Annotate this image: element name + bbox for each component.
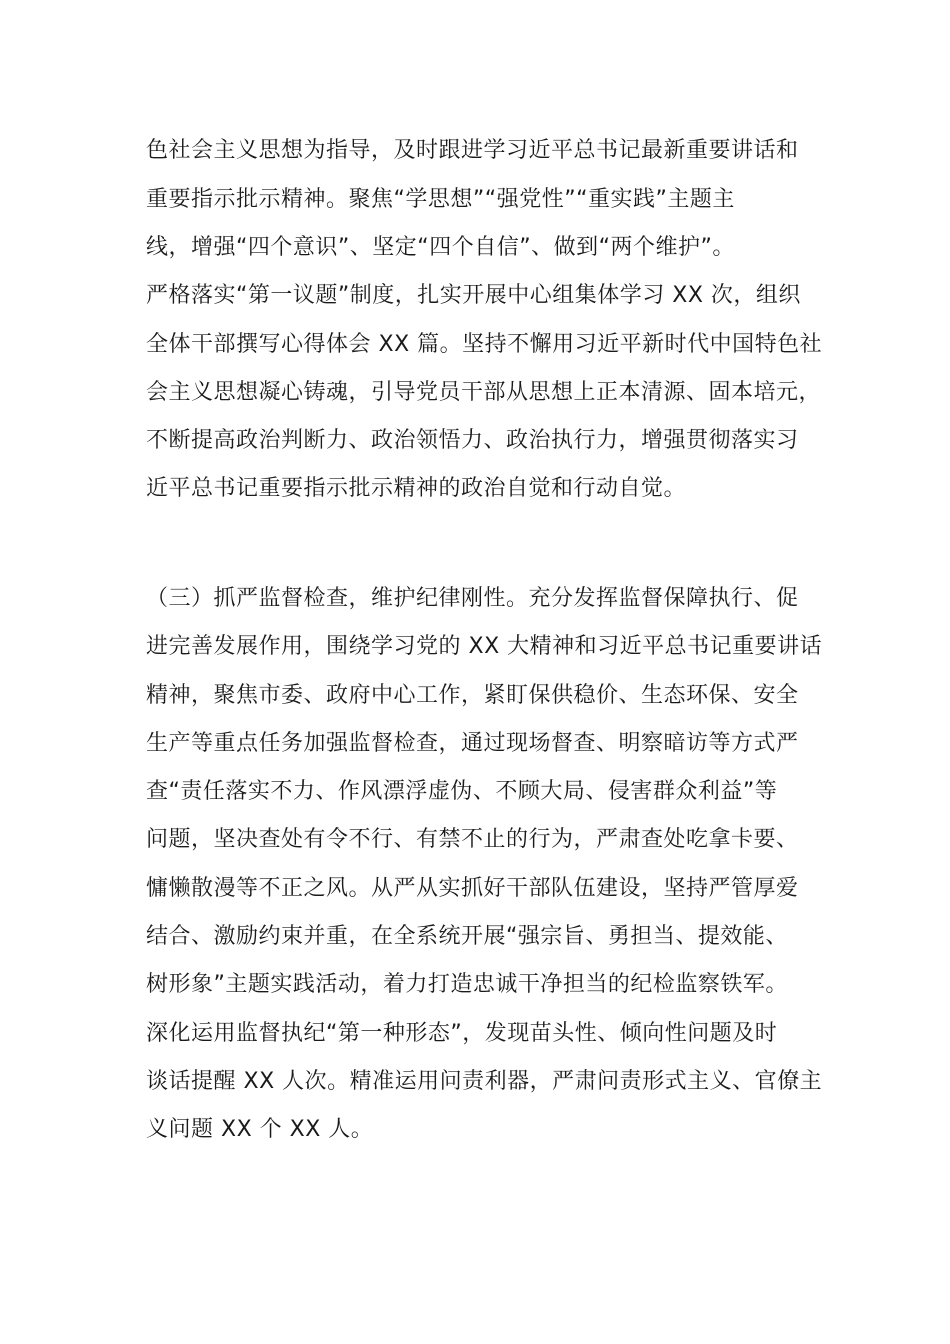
text-line: 严格落实“第一议题”制度，扎实开展中心组集体学习 XX 次，组织 <box>146 283 801 308</box>
text-line: 近平总书记重要指示批示精神的政治自觉和行动自觉。 <box>146 476 687 501</box>
text-line: 线，增强“四个意识”、坚定“四个自信”、做到“两个维护”。 <box>146 235 735 260</box>
text-line: 精神，聚焦市委、政府中心工作，紧盯保供稳价、生态环保、安全 <box>146 683 799 708</box>
text-line: 义问题 XX 个 XX 人。 <box>146 1117 374 1142</box>
text-line: 慵懒散漫等不正之风。从严从实抓好干部队伍建设，坚持严管厚爱 <box>146 876 799 901</box>
text-line: 查“责任落实不力、作风漂浮虚伪、不顾大局、侵害群众利益”等 <box>146 779 778 804</box>
text-line: 问题，坚决查处有令不行、有禁不止的行为，严肃查处吃拿卡要、 <box>146 827 799 852</box>
text-line: （三）抓严监督检查，维护纪律刚性。充分发挥监督保障执行、促 <box>146 586 799 611</box>
text-line: 树形象”主题实践活动，着力打造忠诚干净担当的纪检监察铁军。 <box>146 972 788 997</box>
text-line: 结合、激励约束并重，在全系统开展“强宗旨、勇担当、提效能、 <box>146 924 788 949</box>
text-line: 全体干部撰写心得体会 XX 篇。坚持不懈用习近平新时代中国特色社 <box>146 332 823 357</box>
text-line: 进完善发展作用，围绕学习党的 XX 大精神和习近平总书记重要讲话 <box>146 634 823 659</box>
text-line: 会主义思想凝心铸魂，引导党员干部从思想上正本清源、固本培元， <box>146 380 822 405</box>
text-line: 重要指示批示精神。聚焦“学思想”“强党性”“重实践”主题主 <box>146 187 735 212</box>
text-line: 生产等重点任务加强监督检查，通过现场督查、明察暗访等方式严 <box>146 731 799 756</box>
text-line: 色社会主义思想为指导，及时跟进学习近平总书记最新重要讲话和 <box>146 138 799 163</box>
text-line: 谈话提醒 XX 人次。精准运用问责利器，严肃问责形式主义、官僚主 <box>146 1069 823 1094</box>
text-line: 深化运用监督执纪“第一种形态”，发现苗头性、倾向性问题及时 <box>146 1021 778 1046</box>
text-line: 不断提高政治判断力、政治领悟力、政治执行力，增强贯彻落实习 <box>146 428 799 453</box>
